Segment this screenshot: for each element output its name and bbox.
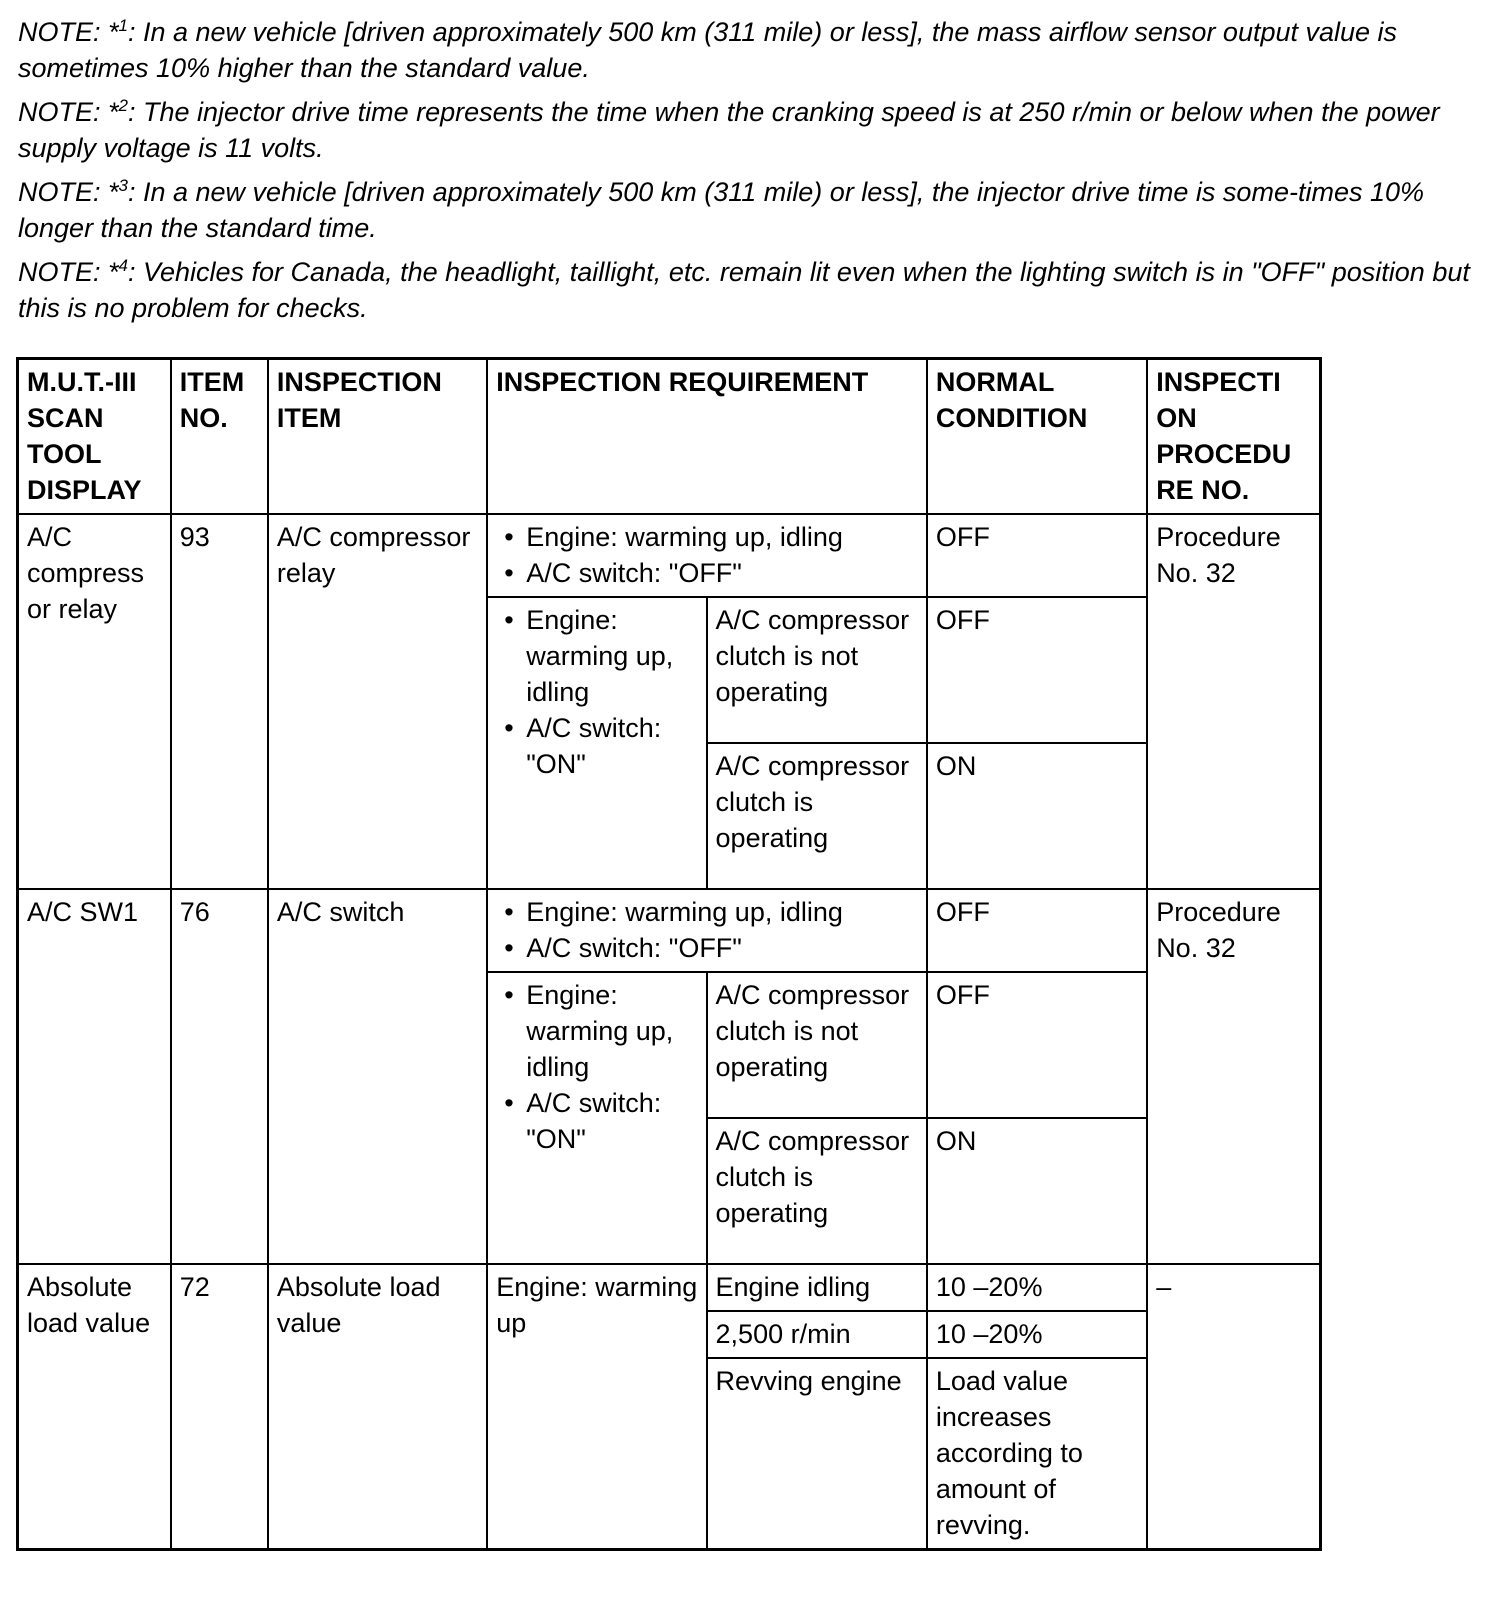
inspection-table [16,357,1322,1551]
sub-condition-cell: Engine idling [707,1264,927,1311]
normal-cell: 10 –20% [927,1264,1147,1311]
note-mark: 2 [118,96,128,115]
table-row [18,1264,1321,1311]
sub-condition-cell: A/C compressor clutch is not operating [707,972,927,1118]
sub-condition-cell: A/C compressor clutch is not operating [707,597,927,743]
note-mark: 3 [118,176,128,195]
display-cell: A/C compress or relay [18,514,171,889]
requirement-cell [487,597,706,889]
sub-condition-cell: 2,500 r/min [707,1311,927,1358]
requirement-list [496,519,918,591]
item-no-cell: 93 [171,514,268,889]
requirement-list [496,894,918,966]
header-normal: NORMAL CONDITION [927,359,1147,515]
normal-cell: ON [927,1118,1147,1264]
note-prefix: NOTE: * [18,257,119,287]
requirement-cell: Engine: warming up [487,1264,706,1550]
normal-cell: ON [927,743,1147,889]
procedure-cell: Procedure No. 32 [1147,514,1320,889]
notes-section [18,14,1488,334]
sub-condition-cell: A/C compressor clutch is operating [707,1118,927,1264]
normal-cell: OFF [927,972,1147,1118]
display-cell: Absolute load value [18,1264,171,1550]
requirement-cell [487,514,927,597]
normal-cell: OFF [927,514,1147,597]
requirement-bullet: • Engine: warming up, idling [496,519,918,555]
header-item: INSPECTION ITEM [268,359,487,515]
requirement-bullet: • Engine: warming up, idling [496,894,918,930]
note-text: : In a new vehicle [driven approximately 500 km (311 mile) or less], the mass airflow sensor output value is sometimes 10% higher than the standard value. [18,17,1398,83]
item-no-cell: 72 [171,1264,268,1550]
table-row [18,514,1321,597]
normal-cell: 10 –20% [927,1311,1147,1358]
note-mark: 1 [118,16,128,35]
table-row [18,889,1321,972]
item-no-cell: 76 [171,889,268,1264]
requirement-bullet: • A/C switch: "ON" [496,1085,697,1157]
note-mark: 4 [118,256,128,275]
table-header-row [18,359,1321,515]
header-display: M.U.T.-III SCAN TOOL DISPLAY [18,359,171,515]
item-cell: A/C compressor relay [268,514,487,889]
header-requirement: INSPECTION REQUIREMENT [487,359,927,515]
item-cell: Absolute load value [268,1264,487,1550]
normal-cell: OFF [927,597,1147,743]
normal-cell: OFF [927,889,1147,972]
sub-condition-cell: A/C compressor clutch is operating [707,743,927,889]
note-text: : The injector drive time represents the time when the cranking speed is at 250 r/min or below when the power supply voltage is 11 volts. [18,97,1440,163]
note-4 [18,254,1488,326]
requirement-bullet: • A/C switch: "ON" [496,710,697,782]
requirement-bullet: • A/C switch: "OFF" [496,930,918,966]
procedure-cell: – [1147,1264,1320,1550]
note-prefix: NOTE: * [18,177,119,207]
item-cell: A/C switch [268,889,487,1264]
sub-condition-cell: Revving engine [707,1358,927,1550]
header-procedure: INSPECTI ON PROCEDU RE NO. [1147,359,1320,515]
requirement-list [496,977,697,1157]
procedure-cell: Procedure No. 32 [1147,889,1320,1264]
note-text: : In a new vehicle [driven approximately 500 km (311 mile) or less], the injector drive time is some-times 10% longer than the standard time. [18,177,1424,243]
note-prefix: NOTE: * [18,17,119,47]
note-1 [18,14,1488,86]
normal-cell: Load value increases according to amount of revving. [927,1358,1147,1550]
requirement-bullet: • Engine: warming up, idling [496,602,697,710]
requirement-bullet: • Engine: warming up, idling [496,977,697,1085]
requirement-cell [487,972,706,1264]
note-3 [18,174,1488,246]
display-cell: A/C SW1 [18,889,171,1264]
note-2 [18,94,1488,166]
requirement-cell [487,889,927,972]
requirement-bullet: • A/C switch: "OFF" [496,555,918,591]
header-item-no: ITEM NO. [171,359,268,515]
requirement-list [496,602,697,782]
note-text: : Vehicles for Canada, the headlight, taillight, etc. remain lit even when the lighting switch is in "OFF" position but this is no problem for checks. [18,257,1470,323]
note-prefix: NOTE: * [18,97,119,127]
